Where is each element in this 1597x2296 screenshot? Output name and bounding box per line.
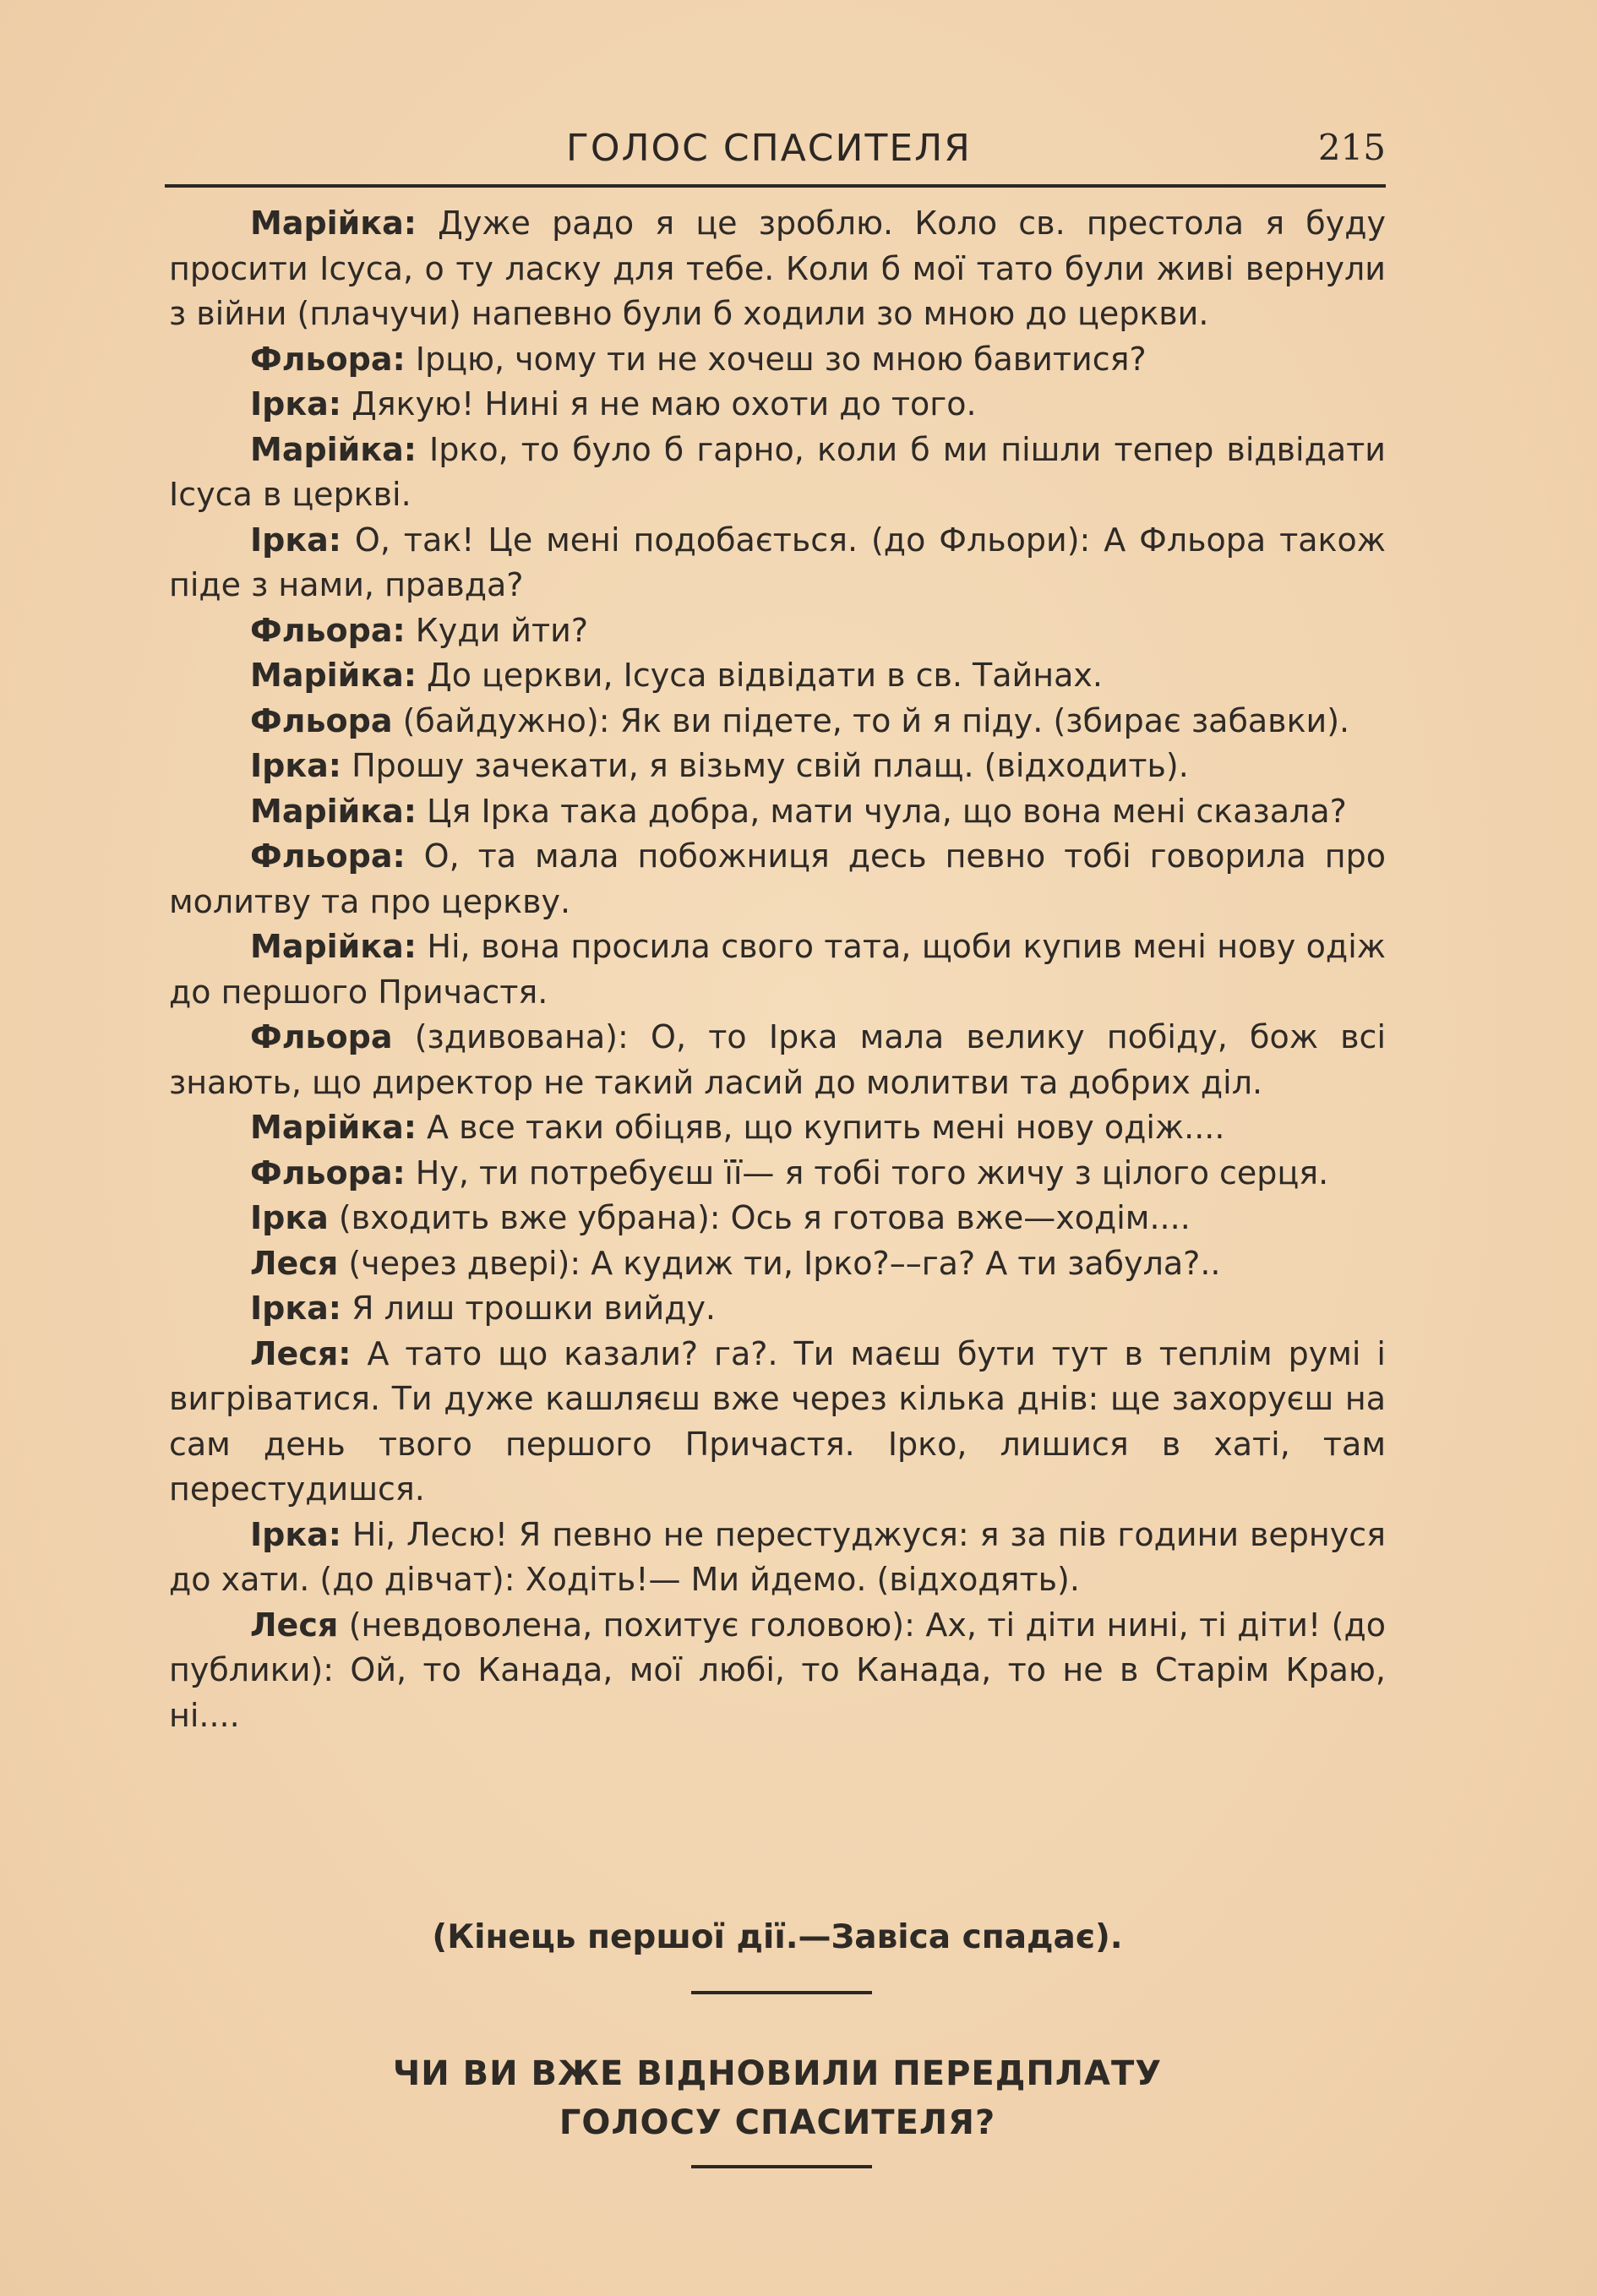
dialogue-paragraph: [169, 744, 1386, 789]
dialogue-line: Ні, Лесю! Я певно не перестуджуся: я за пів години вернуся до хати. (до дівчат): Ходіть!— Ми йдемо. (відходять).: [169, 1515, 1386, 1598]
dialogue-paragraph: [169, 201, 1386, 337]
speaker-name: Ірка:: [250, 1515, 341, 1553]
dialogue-line: (входить вже убрана): Ось я готова вже—ходім....: [328, 1199, 1191, 1236]
dialogue-line: Дякую! Нині я не маю охоти до того.: [341, 385, 977, 423]
speaker-name: Леся: [250, 1606, 339, 1644]
dialogue-body: [169, 201, 1386, 1738]
dialogue-paragraph: [169, 789, 1386, 835]
dialogue-line: А все таки обіцяв, що купить мені нову одіж....: [416, 1109, 1225, 1146]
speaker-name: Фльора:: [250, 837, 406, 875]
dialogue-line: Ні, вона просила свого тата, щоби купив мені нову одіж до першого Причастя.: [169, 928, 1386, 1011]
dialogue-paragraph: [169, 1286, 1386, 1332]
header-rule: [165, 184, 1386, 188]
dialogue-line: Ну, ти потребуєш її— я тобі того жичу з цілого серця.: [405, 1153, 1329, 1192]
dialogue-paragraph: [169, 428, 1386, 518]
speaker-name: Ірка:: [250, 1290, 341, 1327]
page-header: [169, 127, 1386, 186]
dialogue-paragraph: [169, 337, 1386, 383]
speaker-name: Фльора:: [250, 611, 406, 649]
dialogue-paragraph: [169, 1513, 1386, 1603]
speaker-name: Фльора: [250, 701, 393, 739]
speaker-name: Марійка:: [250, 657, 417, 694]
dialogue-line: О, так! Це мені подобається. (до Фльори): А Фльора також піде з нами, правда?: [169, 521, 1386, 603]
speaker-name: Марійка:: [250, 1109, 417, 1146]
dialogue-paragraph: [169, 1151, 1386, 1197]
notice-line-1: ЧИ ВИ ВЖЕ ВІДНОВИЛИ ПЕРЕДПЛАТУ: [392, 2054, 1163, 2093]
act-end-note: (Кінець першої дії.—Завіса спадає).: [432, 1918, 1123, 1956]
speaker-name: Фльора: [250, 1018, 393, 1055]
speaker-name: Марійка:: [250, 928, 417, 965]
speaker-name: Фльора:: [250, 1153, 406, 1192]
dialogue-paragraph: [169, 1105, 1386, 1151]
speaker-name: Марійка:: [250, 430, 417, 468]
dialogue-line: Ірцю, чому ти не хочеш зо мною бавитися?: [405, 340, 1147, 378]
dialogue-paragraph: [169, 653, 1386, 699]
dialogue-paragraph: [169, 1015, 1386, 1105]
speaker-name: Ірка:: [250, 747, 341, 784]
dialogue-paragraph: [169, 382, 1386, 428]
speaker-name: Марійка:: [250, 205, 417, 242]
subscription-notice: [169, 2049, 1386, 2147]
speaker-name: Леся:: [250, 1334, 352, 1372]
speaker-name: Ірка:: [250, 385, 341, 423]
dialogue-paragraph: [169, 518, 1386, 608]
dialogue-line: Дуже радо я це зроблю. Коло св. престола я буду просити Ісуса, о ту ласку для тебе. Коли б мої тато були живі вернули з війни (плачучи) напевно були б ходили зо мною до церкви.: [169, 205, 1386, 332]
dialogue-line: (через двері): А кудиж ти, Ірко?––га? А ти забула?..: [338, 1244, 1221, 1282]
dialogue-line: Я лиш трошки вийду.: [341, 1290, 717, 1327]
dialogue-line: Куди йти?: [405, 611, 588, 649]
dialogue-paragraph: [169, 1196, 1386, 1241]
dialogue-line: (здивована): О, то Ірка мала велику побіду, бож всі знають, що директор не такий ласий до молитви та добрих діл.: [169, 1018, 1386, 1101]
dialogue-paragraph: [169, 1332, 1386, 1513]
dialogue-paragraph: [169, 924, 1386, 1015]
notice-line-2: ГОЛОСУ СПАСИТЕЛЯ?: [559, 2103, 996, 2142]
dialogue-paragraph: [169, 1241, 1386, 1287]
divider-rule: [691, 2165, 872, 2168]
dialogue-line: (невдоволена, похитує головою): Ах, ті діти нині, ті діти! (до публики): Ой, то Канада, мої любі, то Канада, то не в Старім Краю, ні....: [169, 1606, 1386, 1734]
speaker-name: Ірка:: [250, 521, 341, 559]
dialogue-line: А тато що казали? га?. Ти маєш бути тут в теплім румі і вигріватися. Ти дуже кашляєш вже через кілька днів: ще захоруєш на сам день твого першого Причастя. Ірко, лишися в хаті, там перестудишся.: [169, 1334, 1386, 1508]
dialogue-line: До церкви, Ісуса відвідати в св. Тайнах.: [416, 657, 1103, 694]
dialogue-line: Прошу зачекати, я візьму свій плащ. (відходить).: [341, 747, 1189, 784]
speaker-name: Марійка:: [250, 792, 417, 830]
dialogue-paragraph: [169, 699, 1386, 744]
dialogue-line: Ця Ірка така добра, мати чула, що вона мені сказала?: [416, 792, 1347, 830]
page-number: 215: [1317, 127, 1386, 168]
speaker-name: Ірка: [250, 1199, 329, 1236]
dialogue-paragraph: [169, 608, 1386, 654]
dialogue-paragraph: [169, 1603, 1386, 1739]
dialogue-line: Ірко, то було б гарно, коли б ми пішли тепер відвідати Ісуса в церкві.: [169, 430, 1386, 513]
running-title: ГОЛОС СПАСИТЕЛЯ: [566, 127, 972, 170]
dialogue-line: (байдужно): Як ви підете, то й я піду. (збирає забавки).: [392, 701, 1350, 739]
dialogue-paragraph: [169, 834, 1386, 924]
dialogue-line: О, та мала побожниця десь певно тобі говорила про молитву та про церкву.: [169, 837, 1386, 920]
divider-rule: [691, 1991, 872, 1994]
speaker-name: Фльора:: [250, 340, 406, 378]
speaker-name: Леся: [250, 1244, 339, 1282]
